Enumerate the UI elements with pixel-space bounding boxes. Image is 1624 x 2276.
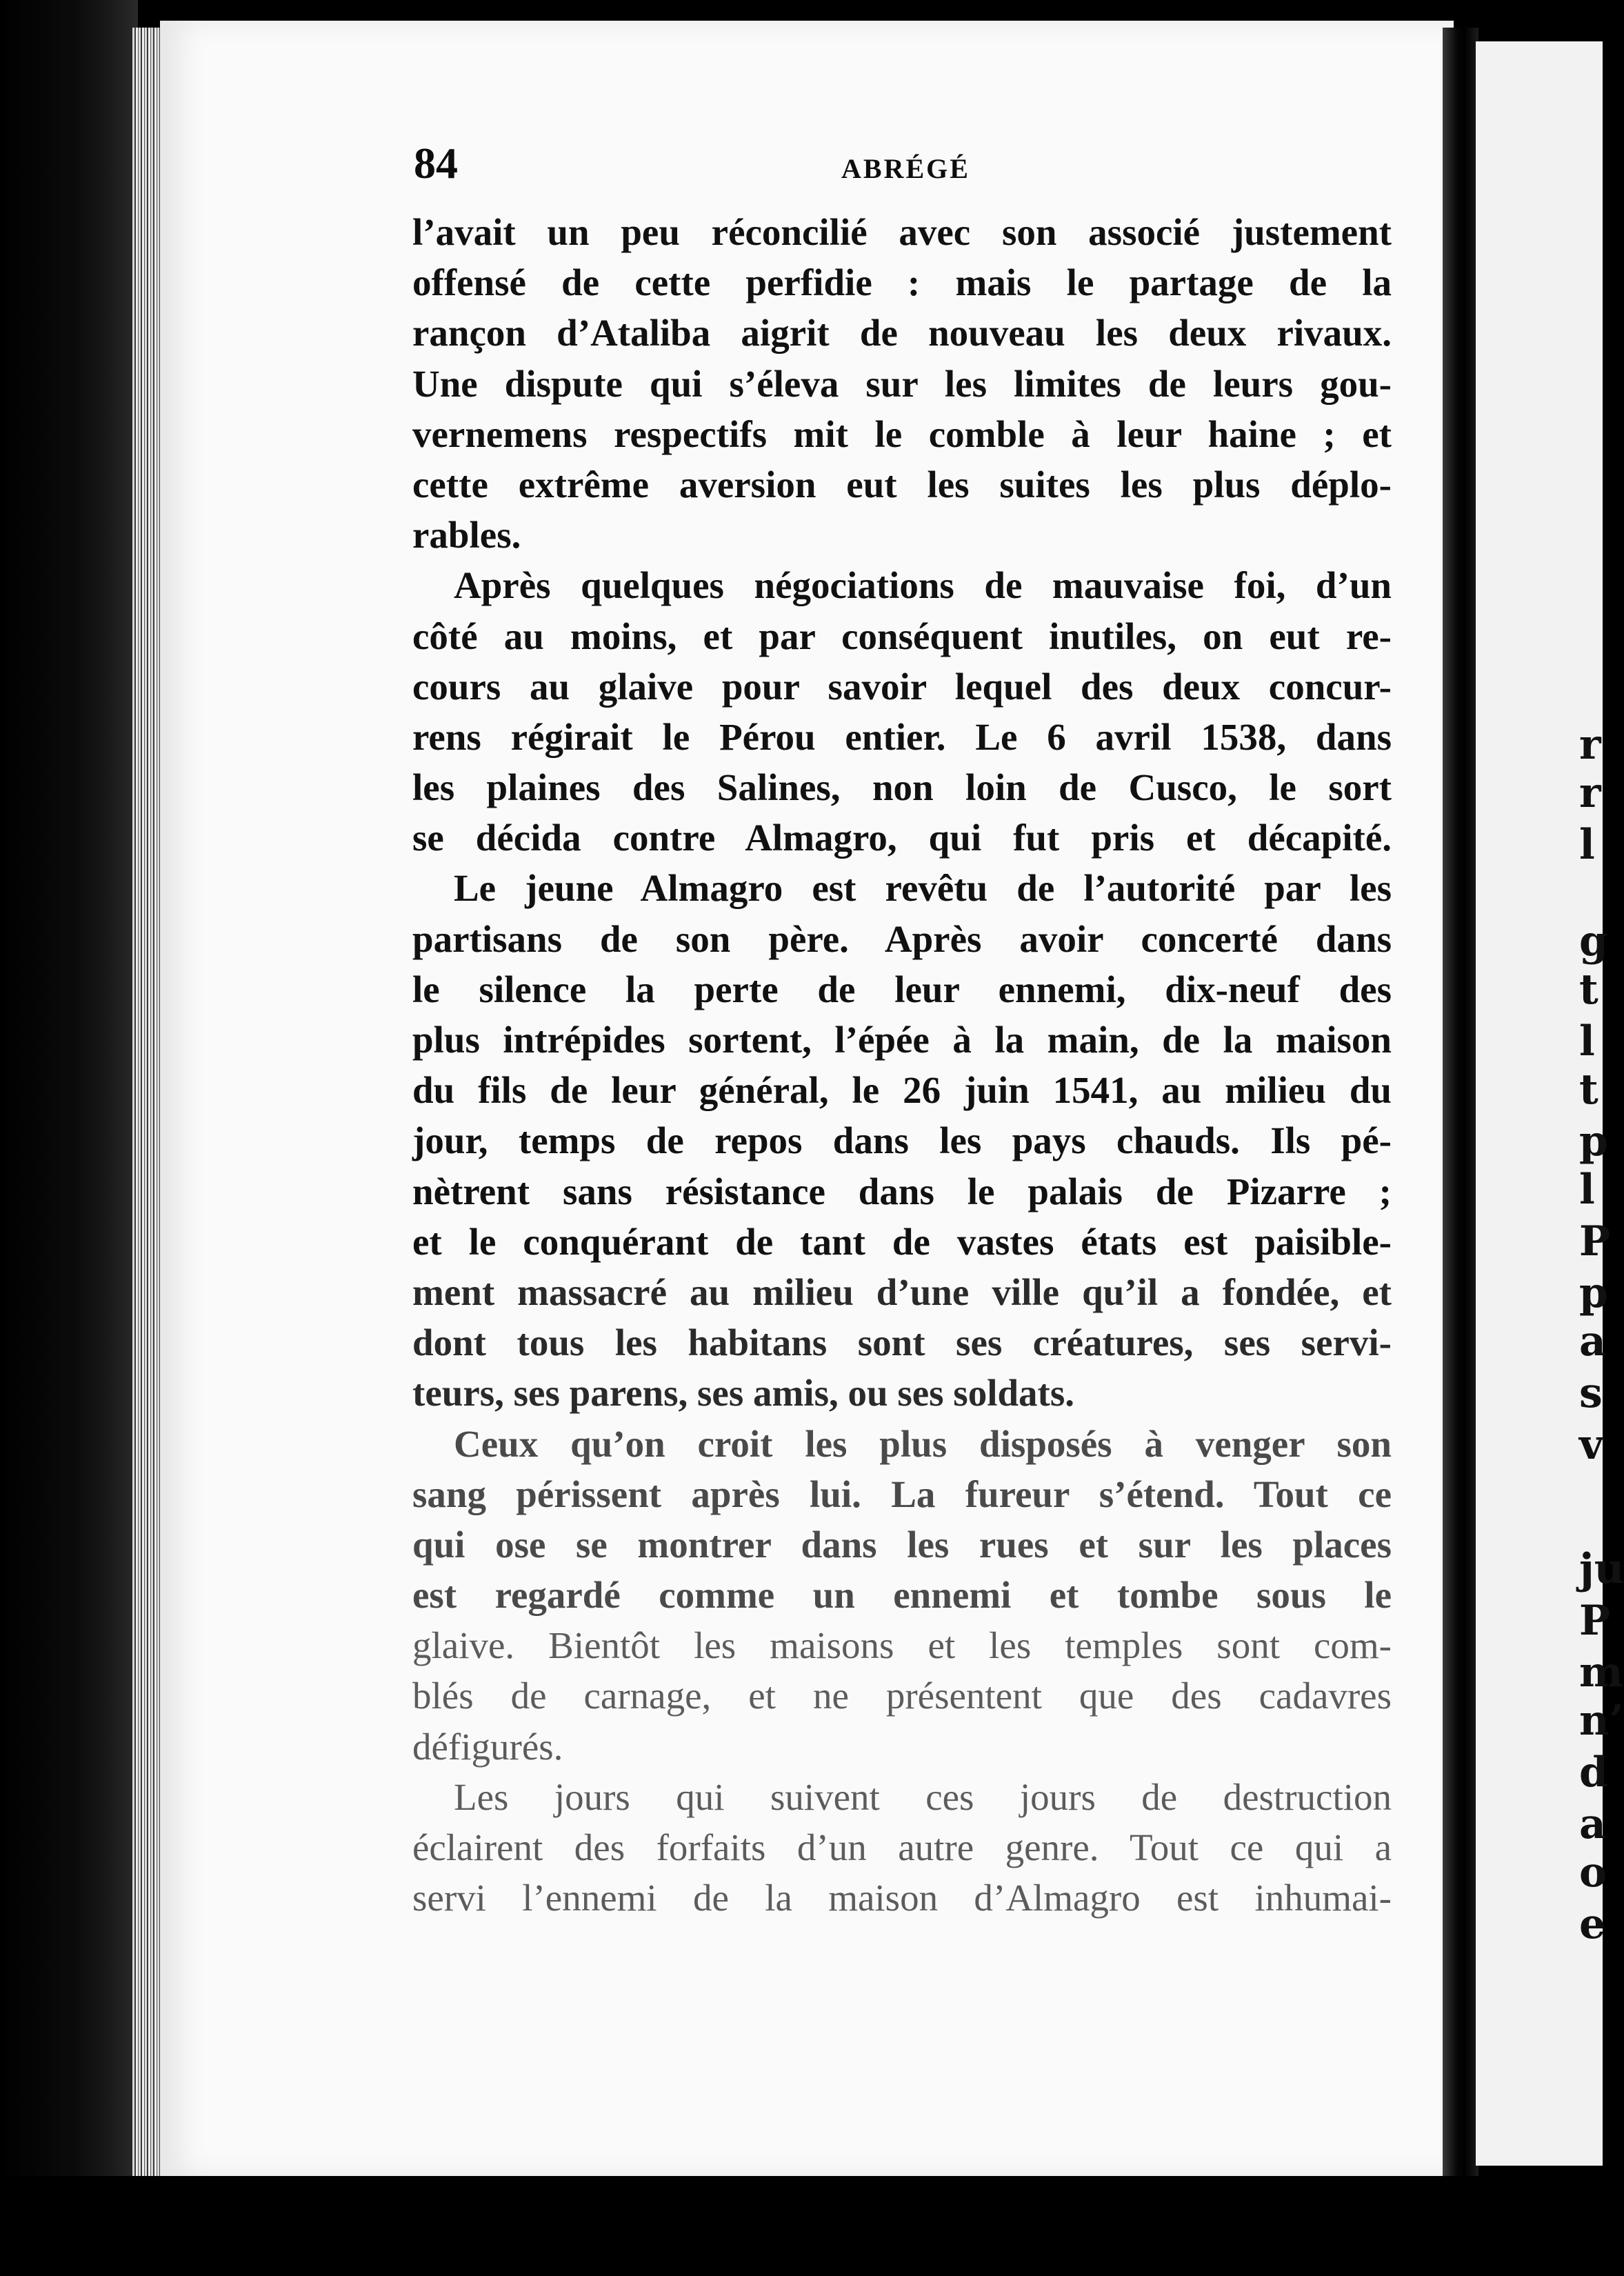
running-title: ABRÉGÉ <box>841 153 970 184</box>
facing-page-letter: o <box>1579 1848 1607 1897</box>
text-line: rançon d’Ataliba aigrit de nouveau les deux rivaux. <box>412 312 1392 355</box>
text-line: rables. <box>412 514 521 557</box>
text-line: servi l’ennemi de la maison d’Almagro est inhumai- <box>412 1877 1392 1919</box>
text-line: Après quelques négociations de mauvaise foi, d’un <box>454 564 1392 607</box>
text-line: côté au moins, et par conséquent inutiles, on eut re- <box>412 615 1392 657</box>
text-line: et le conquérant de tant de vastes états est paisible- <box>412 1220 1392 1263</box>
book-binding <box>0 0 138 2276</box>
text-line: Ceux qu’on croit les plus disposés à venger son <box>454 1422 1392 1465</box>
page-header <box>414 134 1407 210</box>
text-line: Les jours qui suivent ces jours de destruction <box>454 1775 1392 1818</box>
facing-page-letter: n’ <box>1579 1697 1624 1745</box>
facing-page-letter: g <box>1579 917 1608 966</box>
facing-page-letter: P <box>1579 1217 1611 1266</box>
facing-page-letter: p <box>1579 1269 1608 1317</box>
facing-page-letter: r <box>1579 769 1601 817</box>
facing-page-letter: m <box>1579 1648 1623 1697</box>
facing-page-letter: l <box>1579 1017 1595 1066</box>
facing-page-letter: d <box>1579 1748 1608 1797</box>
body-text <box>412 207 1392 1923</box>
text-line: partisans de son père. Après avoir concerté dans <box>412 917 1392 960</box>
text-line: du fils de leur général, le 26 juin 1541, au milieu du <box>412 1069 1392 1112</box>
text-line: rens régirait le Pérou entier. Le 6 avril 1538, dans <box>412 715 1392 758</box>
text-line: éclairent des forfaits d’un autre genre. Tout ce qui a <box>412 1826 1392 1868</box>
facing-page-letter: t <box>1579 966 1598 1014</box>
facing-page-letter: p <box>1579 1117 1608 1166</box>
text-line: est regardé comme un ennemi et tombe sous le <box>412 1574 1392 1617</box>
text-line: blés de carnage, et ne présentent que des cadavres <box>412 1675 1392 1717</box>
text-line: nètrent sans résistance dans le palais de Pizarre ; <box>412 1170 1392 1212</box>
scan-bottom-edge <box>0 2176 1603 2276</box>
page-number: 84 <box>414 139 458 188</box>
facing-page-letter: s <box>1579 1369 1603 1417</box>
text-line: l’avait un peu réconcilié avec son associé justement <box>412 211 1392 253</box>
facing-page-letter: e <box>1579 1900 1606 1948</box>
text-line: dont tous les habitans sont ses créatures, ses servi- <box>412 1321 1392 1364</box>
text-line: teurs, ses parens, ses amis, ou ses soldats. <box>412 1372 1075 1415</box>
text-line: les plaines des Salines, non loin de Cusco, le sort <box>412 766 1392 809</box>
text-line: glaive. Bientôt les maisons et les temples sont com- <box>412 1624 1392 1667</box>
facing-page-letter: r <box>1579 721 1601 769</box>
text-line: Une dispute qui s’éleva sur les limites de leurs gou- <box>412 362 1392 405</box>
text-line: défigurés. <box>412 1725 563 1768</box>
text-line: cours au glaive pour savoir lequel des deux concur- <box>412 665 1392 708</box>
facing-page-letter: ju <box>1579 1545 1624 1593</box>
facing-page-letter: P <box>1579 1597 1611 1645</box>
text-line: offensé de cette perfidie : mais le partage de la <box>412 261 1392 304</box>
text-line: se décida contre Almagro, qui fut pris et décapité. <box>412 817 1392 859</box>
text-line: qui ose se montrer dans les rues et sur les places <box>412 1523 1392 1566</box>
facing-page-fragment <box>1476 41 1624 2166</box>
facing-page-letter: a <box>1579 1800 1606 1848</box>
text-line: ment massacré au milieu d’une ville qu’il a fondée, et <box>412 1270 1392 1313</box>
text-line: sang périssent après lui. La fureur s’étend. Tout ce <box>412 1473 1392 1515</box>
text-line: le silence la perte de leur ennemi, dix-neuf des <box>412 968 1392 1010</box>
facing-page-letter: a <box>1579 1317 1606 1366</box>
facing-page-letter: t <box>1579 1066 1598 1114</box>
text-line: Le jeune Almagro est revêtu de l’autorité par les <box>454 867 1392 910</box>
book-gutter <box>1443 28 1478 2193</box>
text-line: jour, temps de repos dans les pays chauds. Ils pé- <box>412 1119 1392 1162</box>
facing-page-letter: l <box>1579 1166 1595 1214</box>
text-line: plus intrépides sortent, l’épée à la main, de la maison <box>412 1019 1392 1061</box>
text-line: cette extrême aversion eut les suites les plus déplo- <box>412 463 1392 506</box>
text-line: vernemens respectifs mit le comble à leur haine ; et <box>412 412 1392 455</box>
facing-page-letter: v <box>1579 1421 1603 1469</box>
facing-page-letter: l <box>1579 821 1595 869</box>
